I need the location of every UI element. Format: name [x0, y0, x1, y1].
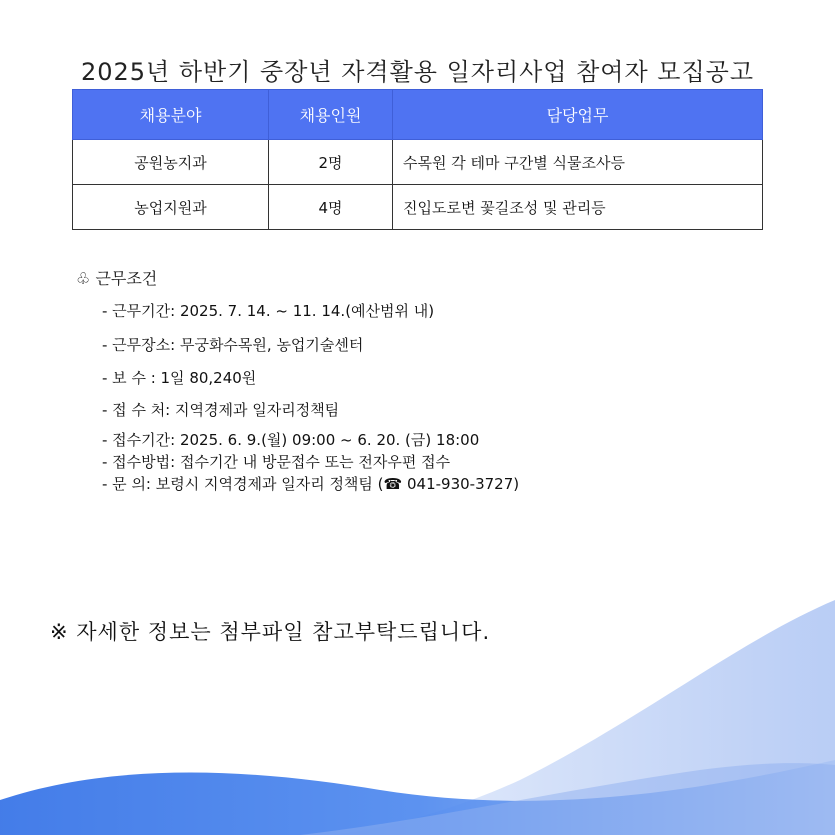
page-title: 2025년 하반기 중장년 자격활용 일자리사업 참여자 모집공고 — [80, 58, 755, 86]
table-cell: 2명 — [269, 140, 393, 185]
condition-item: - 보 수 : 1일 80,240원 — [102, 369, 257, 387]
attachment-note: ※ 자세한 정보는 첨부파일 참고부탁드립니다. — [50, 620, 491, 644]
table-cell: 4명 — [269, 185, 393, 230]
condition-item: - 접수기간: 2025. 6. 9.(월) 09:00 ~ 6. 20. (금) 18:00 — [102, 431, 480, 449]
table-row — [73, 185, 763, 230]
condition-item: - 근무기간: 2025. 7. 14. ~ 11. 14.(예산범위 내) — [102, 302, 435, 320]
condition-item: - 접수방법: 접수기간 내 방문접수 또는 전자우편 접수 — [102, 453, 451, 471]
conditions-heading — [76, 266, 157, 289]
table-cell: 농업지원과 — [73, 185, 269, 230]
column-header: 채용인원 — [269, 90, 393, 140]
table-cell: 수목원 각 테마 구간별 식물조사등 — [393, 140, 763, 185]
column-header: 담당업무 — [393, 90, 763, 140]
table-cell: 진입도로변 꽃길조성 및 관리등 — [393, 185, 763, 230]
table-cell: 공원농지과 — [73, 140, 269, 185]
condition-item: - 근무장소: 무궁화수목원, 농업기술센터 — [102, 336, 364, 354]
column-header: 채용분야 — [73, 90, 269, 140]
table-row — [73, 140, 763, 185]
recruitment-table — [72, 89, 763, 230]
condition-item: - 문 의: 보령시 지역경제과 일자리 정책팀 (☎ 041-930-3727) — [102, 475, 520, 493]
conditions-heading-label: 근무조건 — [95, 269, 158, 288]
club-bullet-icon: ♧ — [76, 269, 91, 288]
table-header-row — [73, 90, 763, 140]
condition-item: - 접 수 처: 지역경제과 일자리정책팀 — [102, 401, 340, 419]
